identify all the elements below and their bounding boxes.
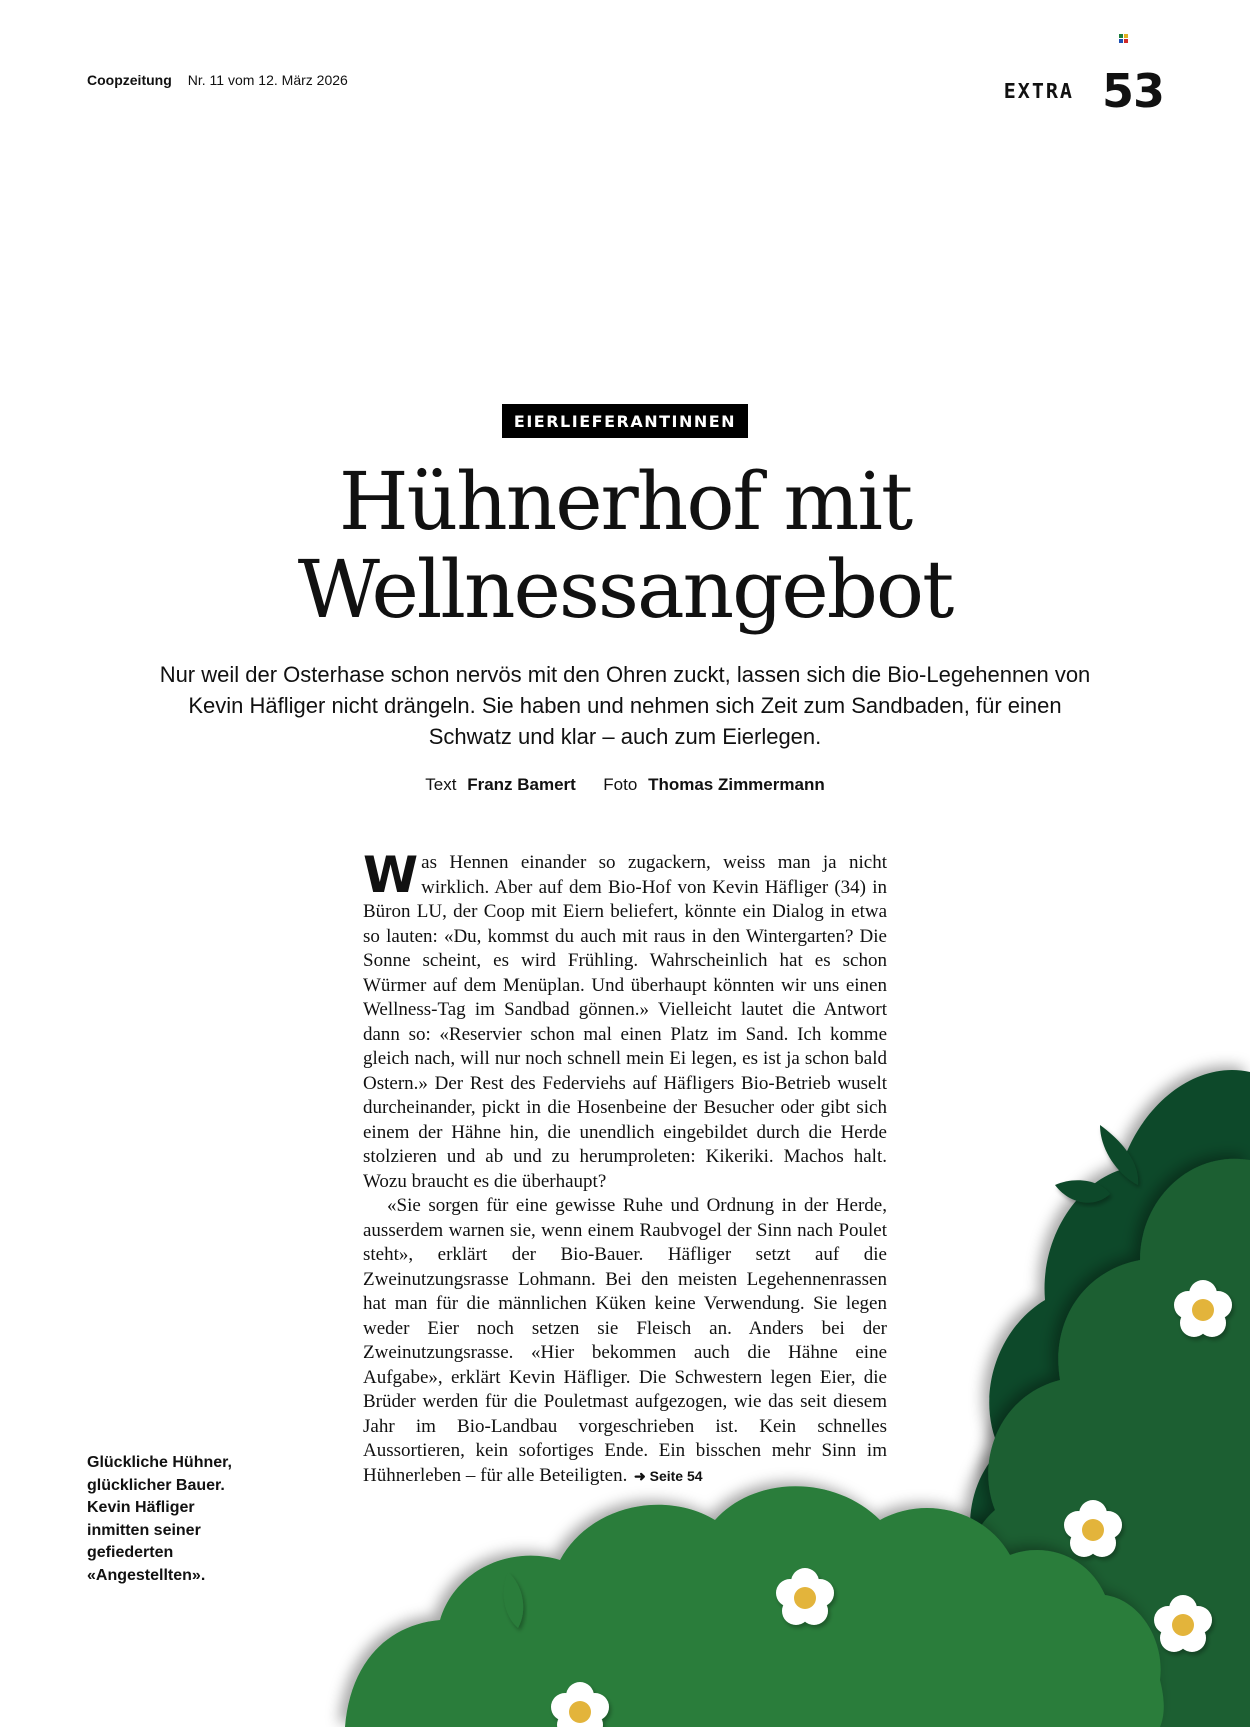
credit-photo-name: Thomas Zimmermann — [648, 775, 825, 794]
issue-date: Nr. 11 vom 12. März 2026 — [187, 72, 348, 88]
kicker-label: EIERLIEFERANTINNEN — [502, 404, 748, 438]
article-body — [363, 846, 887, 1488]
continued-on-link[interactable]: ➜ Seite 54 — [634, 1468, 703, 1484]
flower-icon — [1174, 1280, 1232, 1337]
leaf-shape — [1100, 1125, 1138, 1185]
credit-text-label: Text — [425, 775, 457, 794]
body-paragraph: «Sie sorgen für eine gewisse Ruhe und Ordnung in der Herde, ausserdem warnen sie, wenn einem Raubvogel der Sinn nach Poulet steht», erklärt der Bio-Bauer. Häfliger setzt auf die Zweinutzungsrasse Lohmann. Bei den meisten Legehennenrassen hat man für die männlichen Küken keine Verwendung. Sie legen weder Eier noch setzen sie Fleisch an. Anders bei der Zweinutzungsrasse. «Hier bekommen auch die Hähne eine Aufgabe», erklärt Kevin Häfliger. Die Schwestern legen Eier, die Brüder werden für die Pouletmast aufgezogen, wie das seit diesem Jahr im Bio-Landbau vorgeschrieben ist. Kein schnelles Aussortieren, kein sofortiges Ende. Ein bisschen mehr Sinn im Hühnerleben – für alle Beteiligten. — [363, 1195, 887, 1486]
headline-line-1: Hühnerhof mit — [338, 455, 912, 548]
section-name: EXTRA — [1003, 79, 1074, 103]
mid-bush-shape — [965, 1159, 1250, 1727]
drop-cap: W — [363, 846, 416, 904]
headline-line-2: Wellnessangebot — [297, 543, 953, 636]
article-headline — [0, 455, 1250, 636]
publication-name: Coopzeitung — [87, 72, 172, 88]
credit-photo-label: Foto — [603, 775, 638, 794]
leaf-shape — [1055, 1180, 1110, 1202]
kicker-wrap — [0, 404, 1250, 438]
front-bush-shape — [345, 1486, 1164, 1727]
registration-mark-icon — [1119, 34, 1128, 43]
flower-icon — [1154, 1595, 1212, 1652]
page-header-left — [87, 72, 348, 88]
flower-icon — [1064, 1500, 1122, 1557]
article-credits — [0, 775, 1250, 795]
dark-bush-shape — [970, 1070, 1250, 1727]
paragraph-1-text: as Hennen einander so zugackern, weiss man ja nicht wirklich. Aber auf dem Bio-Hof von Kevin Häfliger (34) in Büron LU, der Coop mit Eiern beliefert, könnte ein Dialog in etwa so lauten: «Du, kommst du auch mit raus in den Wintergarten? Die Sonne scheint, es wird Frühling. Wahrscheinlich hat es schon Würmer auf dem Menüplan. Und überhaupt könnten wir uns einen Wellness-Tag im Sandbad gönnen.» Vielleicht lautet die Antwort dann so: «Reservier schon mal einen Platz im Sand. Ich komme gleich nach, will nur noch schnell mein Ei legen, es ist ja schon bald Ostern.» Der Rest des Federviehs auf Häfligers Bio-Betrieb wuselt durcheinander, pickt in die Hosenbeine der Besucher oder gibt sich einem der Hähne hin, die unendlich eingebildet durch die Herde stolzieren und ab und zu herumproleten: Kikeriki. Machos halt. Wozu braucht es die überhaupt? — [363, 852, 887, 1192]
body-paragraph — [363, 846, 887, 1194]
page-number: 53 — [1101, 64, 1164, 118]
article-lead: Nur weil der Osterhase schon nervös mit den Ohren zuckt, lassen sich die Bio-Legehennen von Kevin Häfliger nicht drängeln. Sie haben und nehmen sich Zeit zum Sandbaden, für einen Schwatz und klar – auch zum Eierlegen. — [159, 662, 1091, 749]
page-header-right — [1003, 64, 1164, 118]
photo-caption: Glückliche Hühner, glücklicher Bauer. Kevin Häfliger inmitten seiner gefiederten «Angestellten». — [87, 1454, 232, 1584]
flower-icon — [776, 1568, 834, 1625]
credit-text-name: Franz Bamert — [467, 775, 576, 794]
flower-icon — [551, 1682, 609, 1727]
leaf-shape — [504, 1572, 524, 1628]
